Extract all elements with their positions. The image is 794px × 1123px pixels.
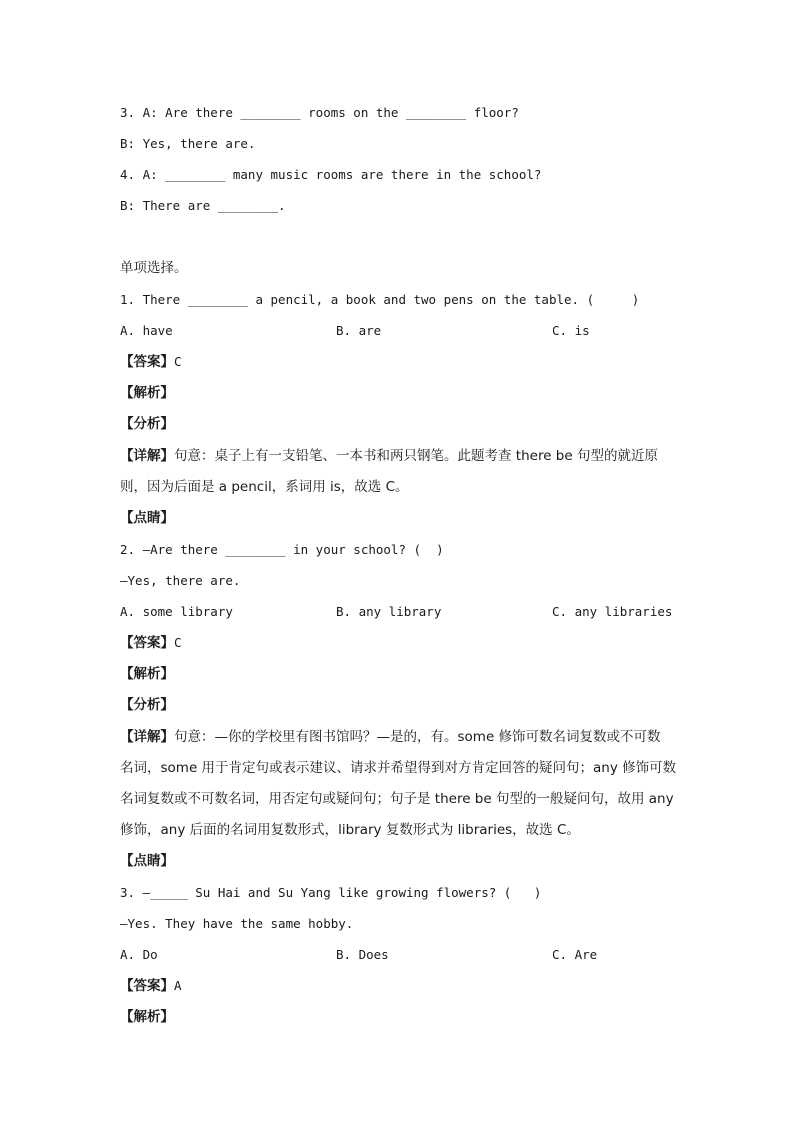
question-1-dianjing-label: 【点睛】 (120, 510, 174, 526)
question-2-option-b: B. any library (336, 604, 442, 619)
question-1-detail-line-1: 【详解】句意：桌子上有一支铅笔、一本书和两只钢笔。此题考查 there be 句型的就近原 (120, 448, 658, 464)
question-2-detail-line-3: 名词复数或不可数名词，用否定句或疑问句；句子是 there be 句型的一般疑问句，故用 any (120, 791, 674, 807)
fill-blank-q3-a: 3. A: Are there ________ rooms on the ________ floor? (120, 105, 519, 120)
question-2-analysis-label: 【解析】 (120, 666, 174, 682)
question-2-detail-line-2: 名词，some 用于肯定句或表示建议、请求并希望得到对方肯定回答的疑问句；any 修饰可数 (120, 760, 677, 776)
fill-blank-q4-a: 4. A: ________ many music rooms are there in the school? (120, 167, 542, 182)
question-2-answer: 【答案】C (120, 635, 182, 651)
fill-blank-q4-b: B: There are ________. (120, 198, 286, 213)
question-3-stem-reply: —Yes. They have the same hobby. (120, 916, 354, 931)
question-3-option-c: C. Are (552, 947, 598, 962)
question-2-stem-reply: —Yes, there are. (120, 573, 241, 588)
question-2-fenxi-label: 【分析】 (120, 697, 174, 713)
question-1-answer: 【答案】C (120, 354, 182, 370)
question-3-analysis-label: 【解析】 (120, 1009, 174, 1025)
question-1-fenxi-label: 【分析】 (120, 416, 174, 432)
question-3-option-b: B. Does (336, 947, 389, 962)
question-2-option-a: A. some library (120, 604, 233, 619)
question-3-stem: 3. —_____ Su Hai and Su Yang like growing flowers? ( ) (120, 885, 542, 900)
section-title: 单项选择。 (120, 260, 188, 276)
question-3-option-a: A. Do (120, 947, 158, 962)
fill-blank-q3-b: B: Yes, there are. (120, 136, 256, 151)
question-2-stem: 2. —Are there ________ in your school? ( ) (120, 542, 444, 557)
question-2-detail-line-4: 修饰，any 后面的名词用复数形式，library 复数形式为 libraries，故选 C。 (120, 822, 580, 838)
question-1-analysis-label: 【解析】 (120, 385, 174, 401)
question-2-dianjing-label: 【点睛】 (120, 853, 174, 869)
question-1-detail-line-2: 则，因为后面是 a pencil，系词用 is，故选 C。 (120, 479, 409, 495)
question-1-option-b: B. are (336, 323, 382, 338)
question-2-option-c: C. any libraries (552, 604, 673, 619)
question-1-stem: 1. There ________ a pencil, a book and two pens on the table. ( ) (120, 292, 640, 307)
question-3-answer: 【答案】A (120, 978, 182, 994)
question-2-detail-line-1: 【详解】句意：—你的学校里有图书馆吗？—是的，有。some 修饰可数名词复数或不可数 (120, 729, 661, 745)
question-1-option-c: C. is (552, 323, 590, 338)
question-1-option-a: A. have (120, 323, 173, 338)
